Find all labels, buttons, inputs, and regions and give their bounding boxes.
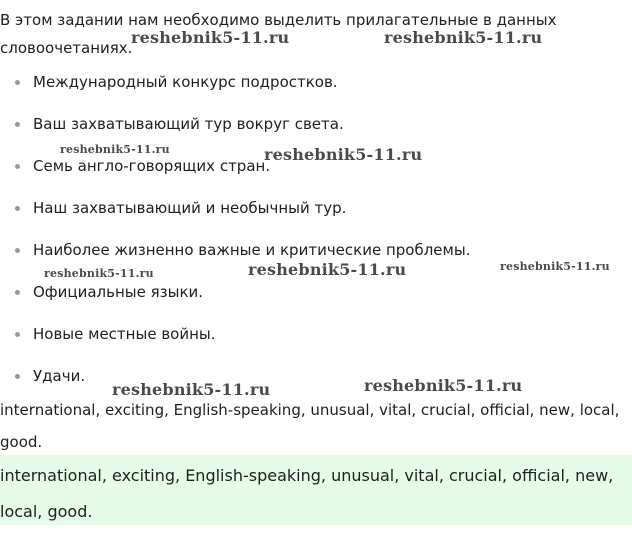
phrase-text: Наш захватывающий и необычный тур.: [33, 199, 347, 217]
list-item: [0, 194, 632, 236]
watermark: reshebnik5-11.ru: [131, 28, 290, 47]
watermark: reshebnik5-11.ru: [248, 260, 407, 279]
watermark: reshebnik5-11.ru: [112, 380, 271, 399]
phrase-text: Удачи.: [33, 367, 86, 385]
bullet-icon: [15, 164, 20, 169]
list-item: [0, 278, 632, 320]
answer-highlight-box: international, exciting, English-speaking, unusual, vital, crucial, official, new, local, good.: [0, 455, 632, 525]
watermark: reshebnik5-11.ru: [60, 143, 170, 156]
phrase-text: Семь англо-говорящих стран.: [33, 157, 271, 175]
watermark: reshebnik5-11.ru: [384, 28, 543, 47]
phrase-text: Официальные языки.: [33, 283, 204, 301]
phrase-text: Ваш захватывающий тур вокруг света.: [33, 115, 344, 133]
phrase-text: Международный конкурс подростков.: [33, 73, 338, 91]
phrase-text: Наиболее жизненно важные и критические проблемы.: [33, 241, 471, 259]
intro-text: В этом задании нам необходимо выделить прилагательные в данных словоочетаниях.: [0, 11, 557, 57]
bullet-icon: [15, 122, 20, 127]
watermark: reshebnik5-11.ru: [500, 260, 610, 273]
watermark: reshebnik5-11.ru: [264, 145, 423, 164]
watermark: reshebnik5-11.ru: [44, 267, 154, 280]
list-item: [0, 68, 632, 110]
answer-text: international, exciting, English-speaking, unusual, vital, crucial, official, new, local, good.: [0, 401, 620, 451]
watermark: reshebnik5-11.ru: [364, 376, 523, 395]
bullet-icon: [15, 206, 20, 211]
bullet-icon: [15, 374, 20, 379]
phrase-text: Новые местные войны.: [33, 325, 216, 343]
bullet-icon: [15, 332, 20, 337]
bullet-icon: [15, 80, 20, 85]
list-item: [0, 320, 632, 362]
bullet-icon: [15, 290, 20, 295]
bullet-icon: [15, 248, 20, 253]
phrase-list: [0, 68, 632, 404]
